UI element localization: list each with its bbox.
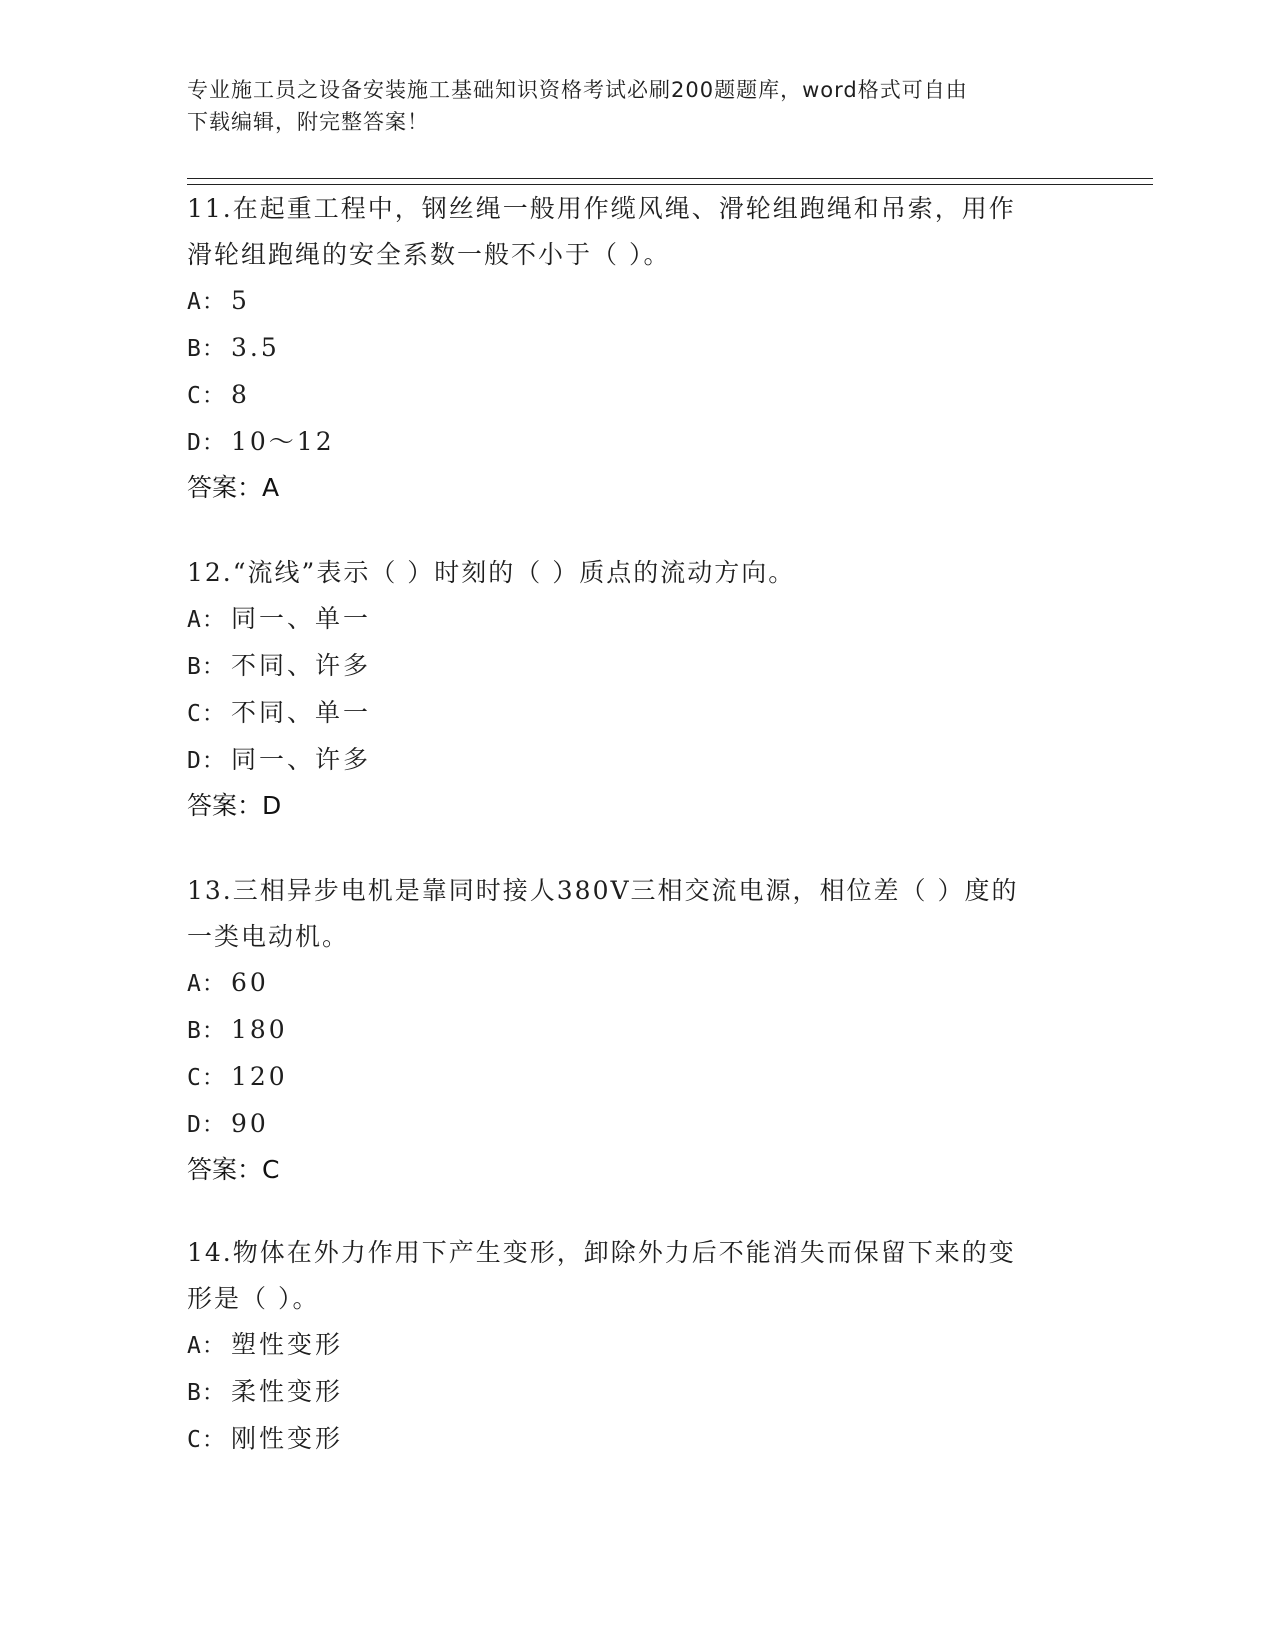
option-d <box>187 1101 1087 1148</box>
question-14 <box>187 1230 1087 1463</box>
answer-label: 答案：C <box>187 1155 280 1184</box>
option-b <box>187 1369 1087 1416</box>
question-stem-line-1: 12.“流线”表示（ ）时刻的（ ）质点的流动方向。 <box>187 558 796 587</box>
option-c <box>187 1416 1087 1463</box>
option-value: 同一、单一 <box>231 604 372 633</box>
option-key: D： <box>187 1112 226 1138</box>
answer-label: 答案：D <box>187 791 282 820</box>
option-key: B： <box>187 336 226 362</box>
option-value: 90 <box>231 1109 269 1138</box>
document-header <box>187 74 1067 138</box>
answer-label: 答案：A <box>187 473 280 502</box>
option-a <box>187 596 1087 643</box>
option-key: D： <box>187 748 226 774</box>
option-a <box>187 278 1087 325</box>
option-value: 3.5 <box>231 333 280 362</box>
option-key: C： <box>187 1065 226 1091</box>
option-key: D： <box>187 430 226 456</box>
option-key: C： <box>187 383 226 409</box>
option-key: A： <box>187 289 226 315</box>
header-title-line-2: 下载编辑，附完整答案！ <box>187 110 429 134</box>
option-key: A： <box>187 971 226 997</box>
option-value: 5 <box>231 286 250 315</box>
option-value: 120 <box>231 1062 288 1091</box>
option-value: 不同、许多 <box>231 651 372 680</box>
header-divider-top <box>187 178 1153 179</box>
option-key: A： <box>187 1333 226 1359</box>
option-d <box>187 419 1087 466</box>
option-d <box>187 737 1087 784</box>
option-value: 60 <box>231 968 269 997</box>
option-value: 不同、单一 <box>231 698 372 727</box>
option-b <box>187 325 1087 372</box>
question-stem-line-2: 形是（ ）。 <box>187 1284 320 1313</box>
option-key: B： <box>187 1380 226 1406</box>
question-stem-line-2: 一类电动机。 <box>187 922 350 951</box>
header-divider-bottom <box>187 184 1153 185</box>
option-value: 180 <box>231 1015 288 1044</box>
option-c <box>187 1054 1087 1101</box>
question-stem-line-2: 滑轮组跑绳的安全系数一般不小于（ ）。 <box>187 240 671 269</box>
option-a <box>187 960 1087 1007</box>
option-value: 8 <box>231 380 250 409</box>
option-a <box>187 1322 1087 1369</box>
question-11 <box>187 186 1087 510</box>
option-c <box>187 372 1087 419</box>
question-13 <box>187 868 1087 1192</box>
option-c <box>187 690 1087 737</box>
option-key: B： <box>187 1018 226 1044</box>
option-value: 刚性变形 <box>231 1424 344 1453</box>
header-title-line-1: 专业施工员之设备安装施工基础知识资格考试必刷200题题库，word格式可自由 <box>187 78 968 102</box>
question-12 <box>187 550 1087 828</box>
option-key: A： <box>187 607 226 633</box>
option-value: 10～12 <box>231 427 335 456</box>
option-key: B： <box>187 654 226 680</box>
option-value: 同一、许多 <box>231 745 372 774</box>
option-key: C： <box>187 1427 226 1453</box>
question-stem-line-1: 13.三相异步电机是靠同时接人380V三相交流电源，相位差（ ）度的 <box>187 876 1019 905</box>
option-key: C： <box>187 701 226 727</box>
option-b <box>187 1007 1087 1054</box>
option-value: 柔性变形 <box>231 1377 344 1406</box>
question-stem-line-1: 14.物体在外力作用下产生变形，卸除外力后不能消失而保留下来的变 <box>187 1238 1016 1267</box>
option-b <box>187 643 1087 690</box>
question-stem-line-1: 11.在起重工程中，钢丝绳一般用作缆风绳、滑轮组跑绳和吊索，用作 <box>187 194 1016 223</box>
option-value: 塑性变形 <box>231 1330 344 1359</box>
